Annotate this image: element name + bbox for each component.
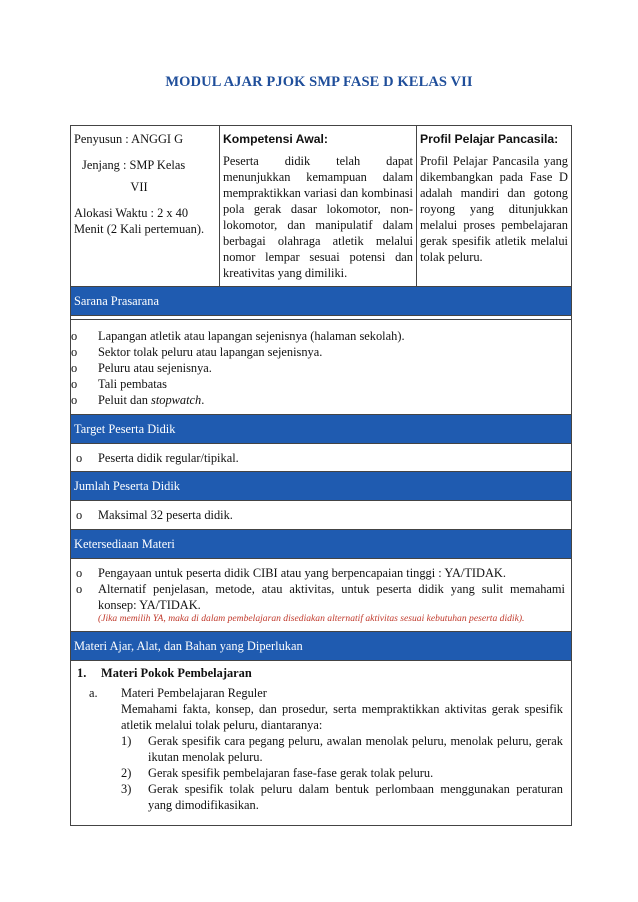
- alokasi-text: Alokasi Waktu : 2 x 40 Menit (2 Kali pertemuan).: [74, 206, 205, 236]
- identity-cell: [71, 126, 220, 286]
- jumlah-heading: Jumlah Peserta Didik: [71, 472, 571, 501]
- document-title: MODUL AJAR PJOK SMP FASE D KELAS VII: [165, 74, 473, 90]
- materi-heading: Materi Ajar, Alat, dan Bahan yang Diperlukan: [71, 632, 571, 661]
- list-item: 2) Gerak spesifik pembelajaran fase-fase gerak tolak peluru.: [121, 766, 434, 780]
- list-item: o Maksimal 32 peserta didik.: [71, 507, 571, 523]
- bullet-icon: o: [71, 345, 78, 359]
- profil-cell: [417, 126, 571, 286]
- ketersediaan-heading: Ketersediaan Materi: [71, 530, 571, 559]
- list-item: 3) Gerak spesifik tolak peluru dalam bentuk perlombaan menggunakan peraturan yang dimodifikasikan.: [121, 782, 563, 812]
- materi-subheading: Materi Pokok Pembelajaran: [101, 666, 252, 680]
- bullet-icon: o: [71, 361, 78, 375]
- list-item: o Pengayaan untuk peserta didik CIBI atau yang berpencapaian tinggi : YA/TIDAK.: [71, 565, 571, 581]
- kelas-text: VII: [130, 180, 148, 194]
- penyusun-text: Penyusun : ANGGI G: [74, 132, 184, 146]
- list-item: o Lapangan atletik atau lapangan sejenisnya (halaman sekolah).: [71, 329, 405, 343]
- bullet-icon: o: [76, 508, 83, 522]
- reguler-text: Memahami fakta, konsep, dan prosedur, serta mempraktikkan aktivitas gerak spesifik atletik melalui tolak peluru, diantaranya:: [121, 702, 563, 732]
- target-list: [71, 444, 571, 472]
- kompetensi-text: Peserta didik telah dapat menunjukkan kemampuan dalam mempraktikkan variasi dan kombinasi pola gerak dasar lokomotor, non- lokomotor, dan manipulatif dalam berbagai olahraga atletik melalui nomor lempar sesuai potensi dan kreativitas yang dimiliki.: [223, 154, 413, 280]
- bullet-icon: o: [71, 393, 78, 407]
- list-item: o Tali pembatas: [71, 377, 167, 391]
- bullet-icon: o: [76, 582, 83, 596]
- module-table: [70, 125, 572, 826]
- bullet-icon: o: [76, 451, 83, 465]
- list-item: o Peserta didik regular/tipikal.: [71, 450, 571, 466]
- materi-pokok: [71, 665, 571, 681]
- list-item: o Peluru atau sejenisnya.: [71, 361, 212, 375]
- kompetensi-cell: [220, 126, 417, 286]
- list-item: o Alternatif penjelasan, metode, atau aktivitas, untuk peserta didik yang sulit memahami konsep: YA/TIDAK.: [71, 581, 571, 613]
- profil-text: Profil Pelajar Pancasila yang dikembangkan pada Fase D adalah mandiri dan gotong royong yang ditunjukkan melalui proses pembelajaran gerak spesifik atletik melalui tolak peluru.: [420, 154, 568, 264]
- sarana-heading: Sarana Prasarana: [71, 287, 571, 316]
- section-number: 1.: [77, 666, 87, 680]
- ketersediaan-note: (Jika memilih YA, maka di dalam pembelajaran disediakan alternatif aktivitas sesuai kebutuhan peserta didik).: [98, 613, 525, 624]
- materi-reguler: [71, 685, 571, 733]
- target-heading: Target Peserta Didik: [71, 415, 571, 444]
- list-item: o Sektor tolak peluru atau lapangan sejenisnya.: [71, 345, 323, 359]
- jenjang-text: Jenjang : SMP Kelas: [82, 158, 186, 172]
- identity-row: [71, 126, 571, 287]
- ketersediaan-list: [71, 559, 571, 632]
- jumlah-list: [71, 501, 571, 530]
- bullet-icon: o: [71, 329, 78, 343]
- profil-heading: Profil Pelajar Pancasila:: [420, 132, 559, 146]
- sarana-list: [71, 319, 571, 415]
- kompetensi-heading: Kompetensi Awal:: [223, 132, 328, 146]
- alpha-label: a.: [89, 686, 98, 700]
- reguler-title: Materi Pembelajaran Reguler: [121, 686, 267, 700]
- list-item: o Peluit dan stopwatch.: [71, 393, 205, 407]
- list-item: 1) Gerak spesifik cara pegang peluru, awalan menolak peluru, menolak peluru, gerak ikutan menolak peluru.: [121, 734, 563, 764]
- materi-content: [71, 661, 571, 825]
- bullet-icon: o: [76, 566, 83, 580]
- bullet-icon: o: [71, 377, 78, 391]
